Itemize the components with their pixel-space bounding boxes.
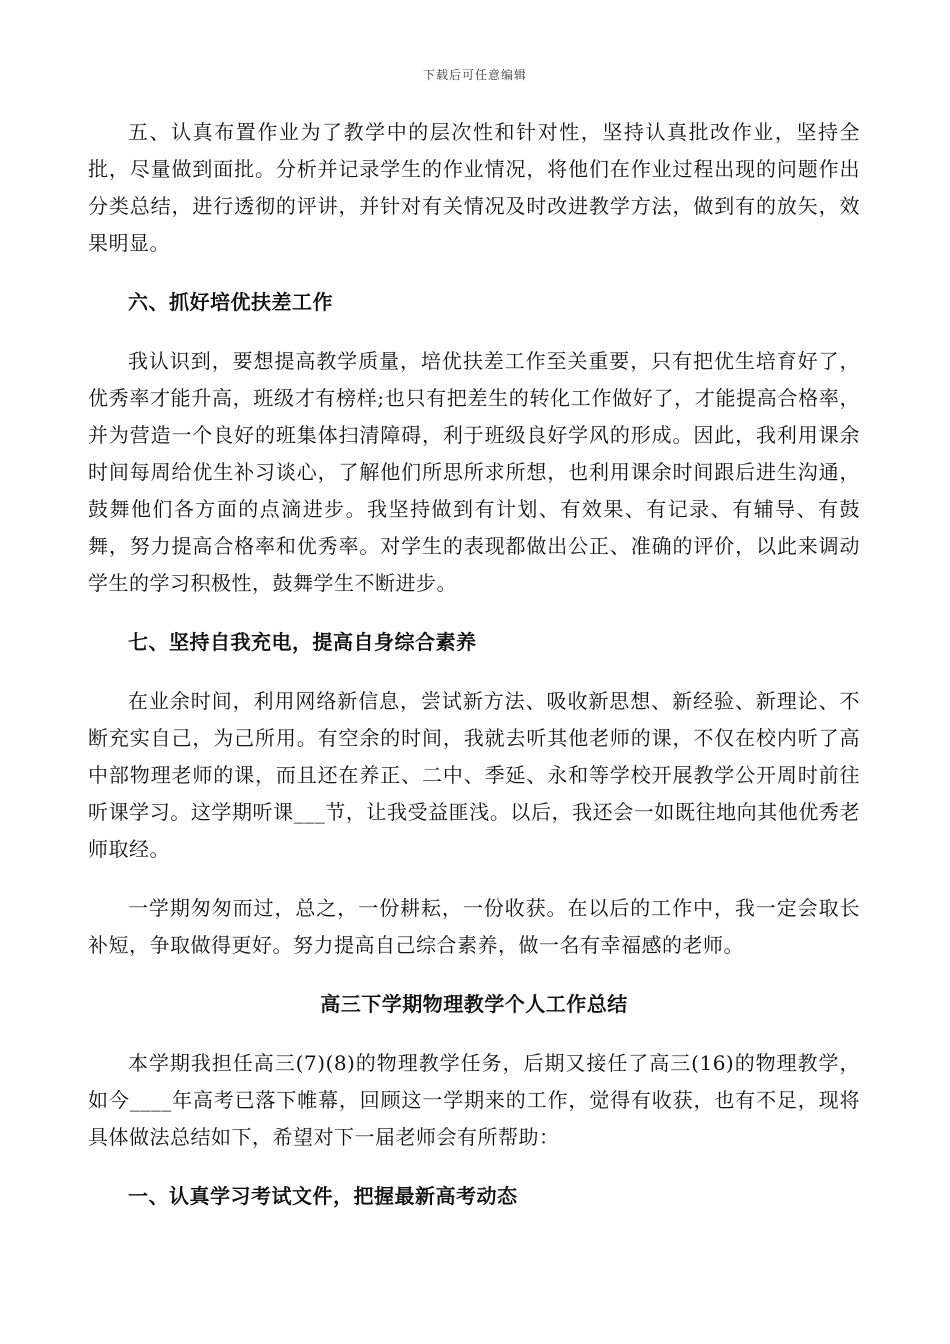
paragraph-self-improvement: 在业余时间，利用网络新信息，尝试新方法、吸收新思想、新经验、新理论、不断充实自己，为己所用。有空余的时间，我就去听其他老师的课，不仅在校内听了高中部物理老师的课，而且还在养正、二中、季延、永和等学校开展教学公开周时前往听课学习。这学期听课___节，让我受益匪浅。以后，我还会一如既往地向其他优秀老师取经。 [88, 689, 860, 861]
paragraph-conclusion: 一学期匆匆而过，总之，一份耕耘，一份收获。在以后的工作中，我一定会取长补短，争取做得更好。努力提高自己综合素养，做一名有幸福感的老师。 [88, 896, 860, 957]
section-heading-six: 六、抓好培优扶差工作 [128, 290, 333, 314]
paragraph-intro: 本学期我担任高三(7)(8)的物理教学任务，后期又接任了高三(16)的物理教学，如今____年高考已落下帷幕，回顾这一学期来的工作，觉得有收获，也有不足，现将具体做法总结如下，希望对下一届老师会有所帮助： [88, 1051, 860, 1149]
section-heading-seven: 七、坚持自我充电，提高自身综合素养 [128, 630, 477, 654]
document-body [88, 114, 860, 1237]
paragraph-tutoring: 我认识到，要想提高教学质量，培优扶差工作至关重要，只有把优生培育好了，优秀率才能升高，班级才有榜样;也只有把差生的转化工作做好了，才能提高合格率，并为营造一个良好的班集体扫清障碍，利于班级良好学风的形成。因此，我利用课余时间每周给优生补习谈心，了解他们所思所求所想，也利用课余时间跟后进生沟通，鼓舞他们各方面的点滴进步。我坚持做到有计划、有效果、有记录、有辅导、有鼓舞，努力提高合格率和优秀率。对学生的表现都做出公正、准确的评价，以此来调动学生的学习积极性，鼓舞学生不断进步。 [88, 349, 860, 595]
section-heading-one: 一、认真学习考试文件，把握最新高考动态 [128, 1184, 518, 1208]
header-note: 下载后可任意编辑 [422, 68, 527, 82]
document-title: 高三下学期物理教学个人工作总结 [320, 992, 628, 1016]
paragraph-homework: 五、认真布置作业为了教学中的层次性和针对性，坚持认真批改作业，坚持全批，尽量做到面批。分析并记录学生的作业情况，将他们在作业过程出现的问题作出分类总结，进行透彻的评讲，并针对有关情况及时改进教学方法，做到有的放矢，效果明显。 [88, 120, 860, 255]
